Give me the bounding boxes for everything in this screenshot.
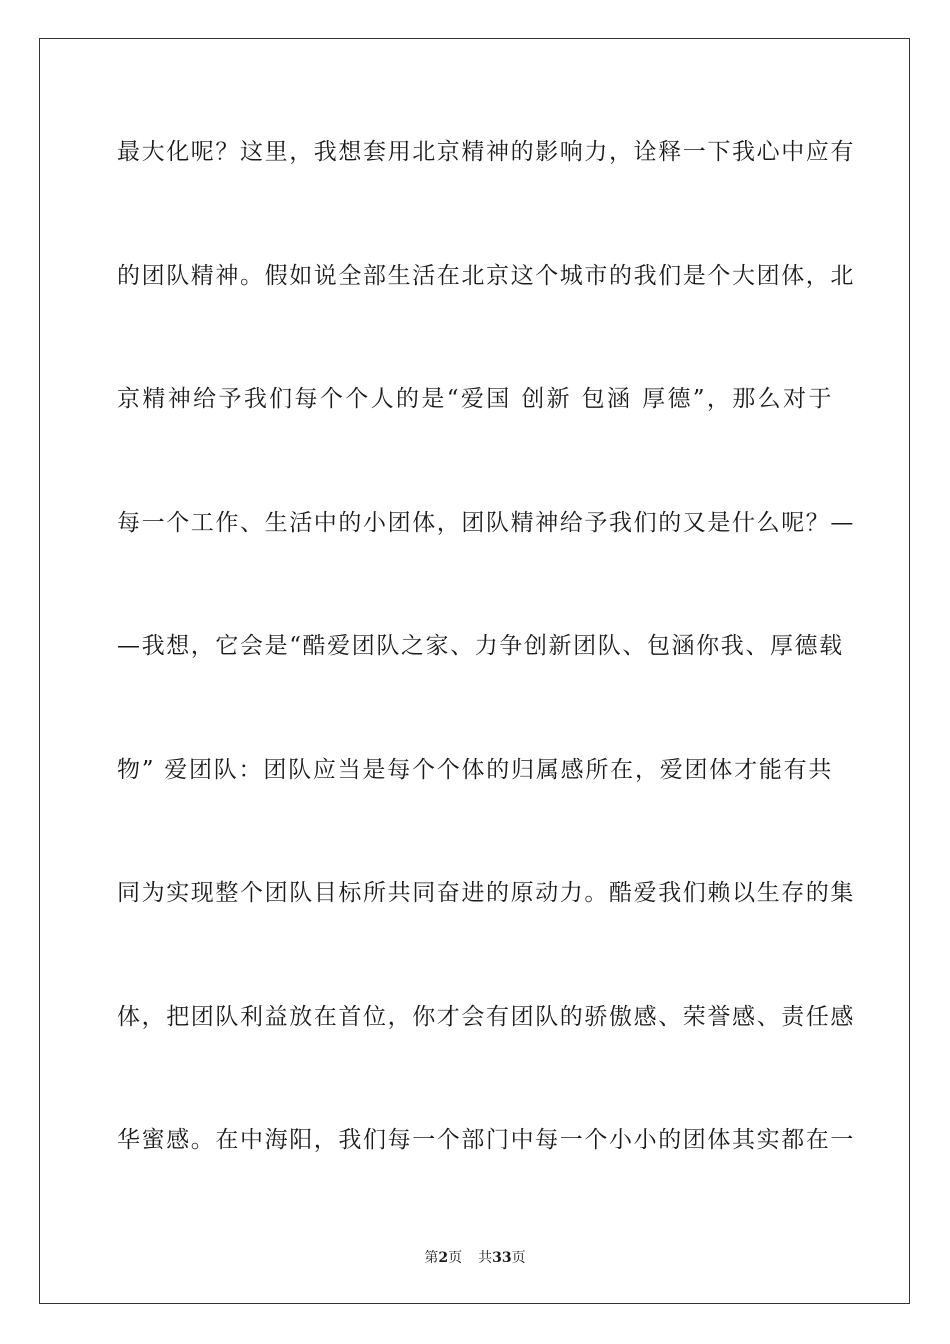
text-line: 最大化呢？这里，我想套用北京精神的影响力，诠释一下我心中应有 (117, 139, 855, 165)
text-line: 京精神给予我们每个个人的是“爱国 创新 包涵 厚德”，那么对于 (117, 386, 833, 412)
page-suffix: 页 (448, 1250, 463, 1266)
text-line: —我想，它会是“酷爱团队之家、力争创新团队、包涵你我、厚德载 (117, 633, 844, 659)
total-suffix: 页 (511, 1250, 526, 1266)
document-body (117, 122, 855, 1234)
text-line: 同为实现整个团队目标所共同奋进的原动力。酷爱我们赖以生存的集 (117, 880, 855, 906)
text-line: 华蜜感。在中海阳，我们每一个部门中每一个小小的团体其实都在一 (117, 1127, 855, 1153)
text-line: 物” 爱团队：团队应当是每个个体的归属感所在，爱团体才能有共 (117, 756, 833, 783)
page-prefix: 第 (424, 1250, 439, 1266)
page-number: 2 (438, 1250, 449, 1266)
text-line: 每一个工作、生活中的小团体，团队精神给予我们的又是什么呢？— (117, 509, 855, 536)
page-footer (0, 1247, 950, 1267)
text-line: 的团队精神。假如说全部生活在北京这个城市的我们是个大团体，北 (117, 262, 855, 289)
total-pages: 33 (492, 1250, 512, 1266)
text-line: 体，把团队利益放在首位，你才会有团队的骄傲感、荣誉感、责任感 (117, 1003, 855, 1030)
total-prefix: 共 (478, 1250, 493, 1266)
